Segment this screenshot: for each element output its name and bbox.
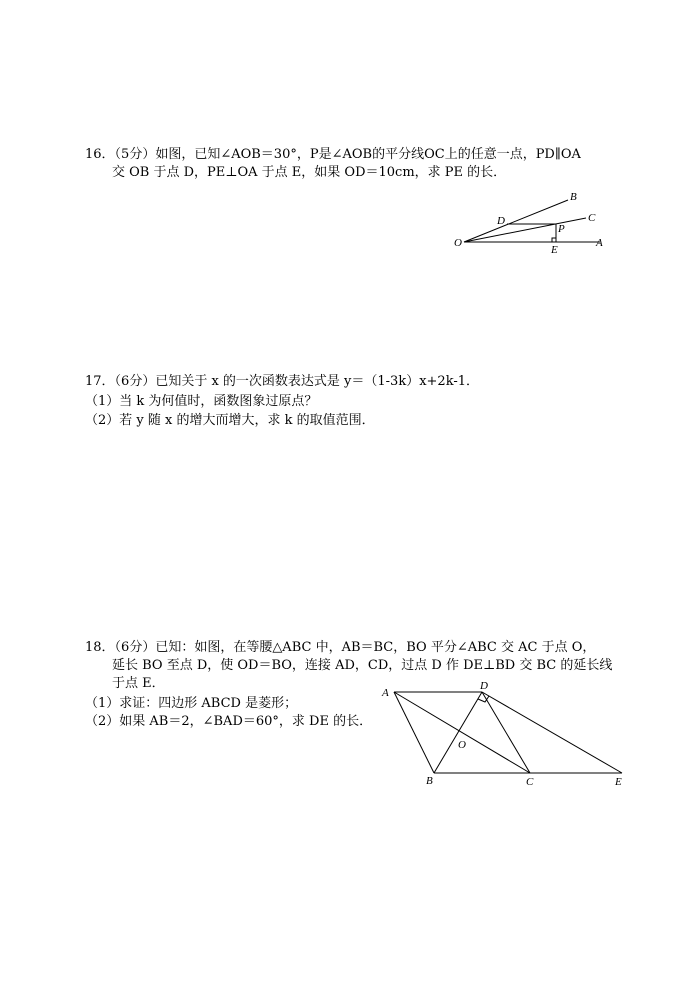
problem-17-line-1: 17．（6分）已知关于 x 的一次函数表达式是 y＝（1-3k）x+2k-1． <box>85 374 480 389</box>
problem-16-line-2: 交 OB 于点 D，PE⊥OA 于点 E，如果 OD＝10cm，求 PE 的长． <box>112 165 507 180</box>
label-b: B <box>570 191 577 203</box>
label-c: C <box>526 776 534 788</box>
right-angle-mark <box>552 238 556 242</box>
label-c: C <box>588 212 596 224</box>
problem-16-figure <box>450 186 620 258</box>
problem-17-line-3: （2）若 y 随 x 的增大而增大，求 k 的取值范围． <box>85 413 375 428</box>
problem-18-line-4: （1）求证：四边形 ABCD 是菱形； <box>85 696 298 711</box>
diagonal-bd <box>434 692 482 773</box>
problem-18-line-3: 于点 E． <box>112 676 165 691</box>
label-e: E <box>615 776 622 788</box>
segment-de <box>482 692 622 773</box>
label-b: B <box>426 775 433 787</box>
ray-oc <box>464 218 586 242</box>
label-e: E <box>551 244 558 256</box>
label-d: D <box>497 215 505 227</box>
label-o: O <box>454 237 462 249</box>
ray-ob <box>464 200 568 242</box>
problem-18-line-5: （2）如果 AB＝2，∠BAD＝60°，求 DE 的长． <box>85 714 373 729</box>
problem-17-line-2: （1）当 k 为何值时，函数图象过原点？ <box>85 394 318 409</box>
problem-18-line-1: 18．（6分）已知：如图，在等腰△ABC 中，AB＝BC，BO 平分∠ABC 交 AC 于点 O， <box>85 640 596 655</box>
label-a: A <box>596 237 603 249</box>
problem-16-line-1: 16．（5分）如图，已知∠AOB＝30°，P是∠AOB的平分线OC上的任意一点，PD∥OA <box>85 147 581 162</box>
label-o: O <box>458 739 466 751</box>
label-p: P <box>558 223 565 235</box>
label-a: A <box>382 687 389 699</box>
problem-18-figure <box>378 680 628 792</box>
segment-dc <box>482 692 530 773</box>
problem-18-line-2: 延长 BO 至点 D，使 OD＝BO，连接 AD，CD，过点 D 作 DE⊥BD 交 BC 的延长线 <box>112 658 613 673</box>
label-d: D <box>480 680 488 692</box>
